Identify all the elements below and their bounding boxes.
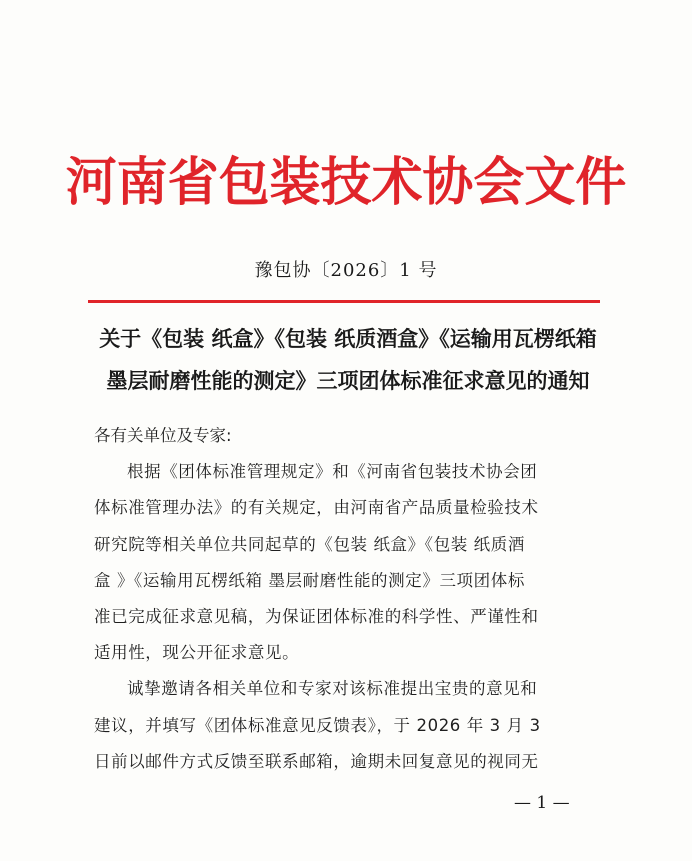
notice-title-line-1: 关于《包装 纸盒》《包装 纸质酒盒》《运输用瓦楞纸箱 <box>99 326 597 351</box>
paragraph-2-line: 诚挚邀请各相关单位和专家对该标准提出宝贵的意见和 <box>127 679 538 699</box>
notice-body <box>94 418 594 780</box>
paragraph-1-line: 研究院等相关单位共同起草的《包装 纸盒》《包装 纸质酒 <box>94 534 525 554</box>
notice-title-line-2: 墨层耐磨性能的测定》三项团体标准征求意见的通知 <box>106 368 590 393</box>
paragraph-1-line: 盒 》《运输用瓦楞纸箱 墨层耐磨性能的测定》三项团体标 <box>94 570 525 590</box>
paragraph-1-line: 体标准管理办法》的有关规定，由河南省产品质量检验技术 <box>94 498 539 518</box>
paragraph-2-line: 建议，并填写《团体标准意见反馈表》，于 2026 年 3 月 3 <box>94 715 541 735</box>
paragraph-2-line: 日前以邮件方式反馈至联系邮箱，逾期未回复意见的视同无 <box>94 751 539 771</box>
paragraph-2 <box>94 671 594 780</box>
paragraph-1-line: 适用性，现公开征求意见。 <box>94 643 300 663</box>
salutation: 各有关单位及专家: <box>94 426 232 445</box>
paragraph-1 <box>94 454 594 671</box>
red-divider-rule <box>88 300 600 303</box>
paragraph-1-line: 根据《团体标准管理规定》和《河南省包装技术协会团 <box>127 462 538 482</box>
page-number: — 1 — <box>514 793 570 813</box>
document-number: 豫包协〔2026〕1 号 <box>254 260 438 281</box>
notice-title <box>78 318 618 402</box>
paragraph-1-line: 准已完成征求意见稿，为保证团体标准的科学性、严谨性和 <box>94 607 539 627</box>
masthead-title: 河南省包装技术协会文件 <box>65 152 627 213</box>
